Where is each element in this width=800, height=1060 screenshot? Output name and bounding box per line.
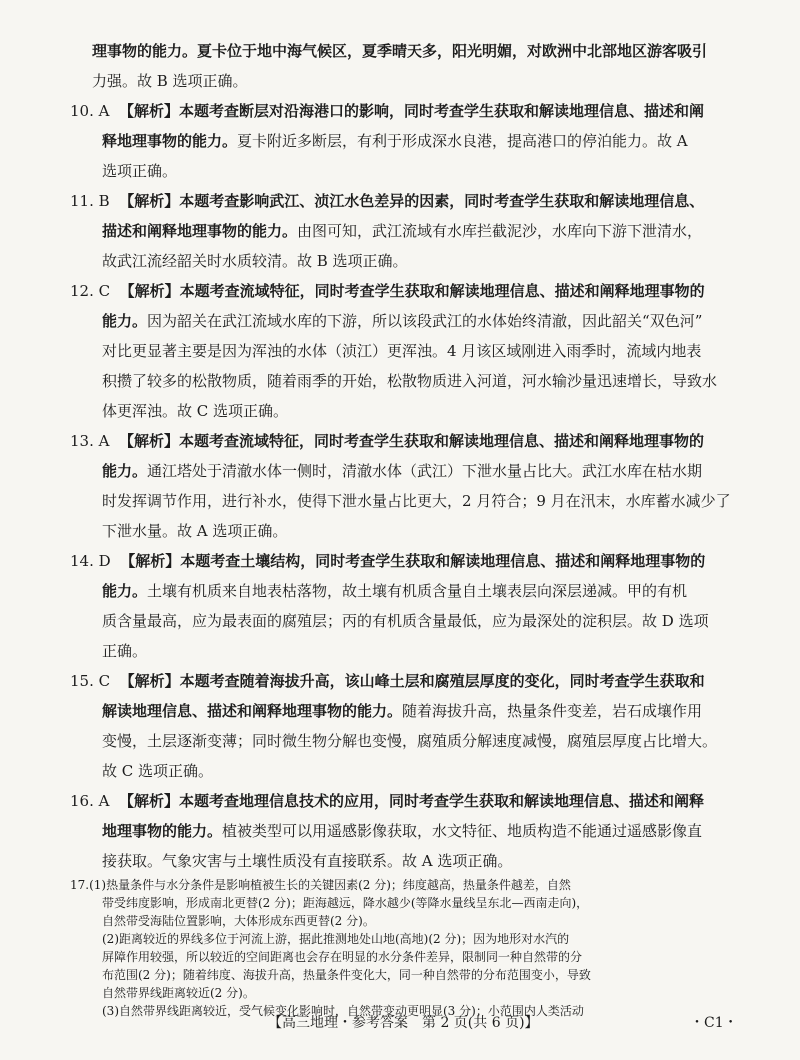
answer-item-13 [70, 426, 742, 546]
item-lead-cont: 地理事物的能力。 [102, 822, 223, 840]
item-lead: 本题考查地理信息技术的应用，同时考查学生获取和解读地理信息、描述和阐释 [179, 792, 705, 810]
item-lead: 本题考查断层对沿海港口的影响，同时考查学生获取和解读地理信息、描述和阐 [179, 102, 705, 120]
item-text: 屏障作用较强，所以较近的空间距离也会存在明显的水分条件差异，限制同一种自然带的分 [102, 950, 583, 964]
item-number: 15. C [70, 672, 111, 690]
item-text: (3)自然带界线距离较近，受气候变化影响时，自然带变动更明显(3 分)；小范围内人类活动 [102, 1004, 584, 1018]
answer-item-12 [70, 276, 742, 426]
footer-page-info: 【高三地理・参考答案 第 2 页(共 6 页)】 [268, 1015, 539, 1031]
intro-paragraph [70, 36, 742, 96]
item-lead: 本题考查影响武江、浈江水色差异的因素，同时考查学生获取和解读地理信息、 [179, 192, 705, 210]
analysis-tag: 【解析】 [119, 102, 180, 120]
item-text: 下泄水量。故 A 选项正确。 [102, 522, 288, 540]
item-text: 因为韶关在武江流域水库的下游，所以该段武江的水体始终清澈，因此韶关“双色河” [147, 312, 703, 330]
item-text: 质含量最高，应为最表面的腐殖层；丙的有机质含量最低，应为最深处的淀积层。故 D 选项 [102, 612, 709, 630]
item-number: 10. A [70, 102, 110, 120]
item-text: 体更浑浊。故 C 选项正确。 [102, 402, 289, 420]
item-text: 自然带受海陆位置影响，大体形成东西更替(2 分)。 [102, 914, 375, 928]
item-text: 接获取。气象灾害与土壤性质没有直接联系。故 A 选项正确。 [102, 852, 513, 870]
item-number: 17. [70, 878, 90, 892]
item-number: 16. A [70, 792, 110, 810]
item-lead-cont: 释地理事物的能力。 [102, 132, 238, 150]
item-number: 12. C [70, 282, 111, 300]
answer-item-15 [70, 666, 742, 786]
item-text: 带受纬度影响，形成南北更替(2 分)；距海越远，降水越少(等降水量线呈东北—西南走向)， [102, 896, 589, 910]
item-lead: 本题考查流域特征，同时考查学生获取和解读地理信息、描述和阐释地理事物的 [179, 432, 705, 450]
item-text: (1)热量条件与水分条件是影响植被生长的关键因素(2 分)；纬度越高，热量条件越差，自然 [89, 878, 571, 892]
analysis-tag: 【解析】 [119, 672, 180, 690]
item-lead-cont: 解读地理信息、描述和阐释地理事物的能力。 [102, 702, 403, 720]
answer-item-17 [70, 876, 742, 1020]
item-lead: 本题考查随着海拔升高，该山峰土层和腐殖层厚度的变化，同时考查学生获取和 [179, 672, 705, 690]
text-line: 力强。故 B 选项正确。 [92, 72, 248, 90]
item-lead-cont: 能力。 [102, 582, 148, 600]
item-text: (2)距离较近的界线多位于河流上游，据此推测地处山地(高地)(2 分)；因为地形对水汽的 [102, 932, 570, 946]
item-text: 时发挥调节作用，进行补水，使得下泄水量占比更大，2 月符合；9 月在汛末，水库蓄水减少了 [102, 492, 731, 510]
item-text: 故 C 选项正确。 [102, 762, 214, 780]
item-text: 植被类型可以用遥感影像获取，水文特征、地质构造不能通过遥感影像直 [222, 822, 703, 840]
item-lead-cont: 能力。 [102, 312, 148, 330]
item-text: 夏卡附近多断层，有利于形成深水良港，提高港口的停泊能力。故 A [237, 132, 688, 150]
page-footer [0, 1008, 800, 1038]
item-text: 故武江流经韶关时水质较清。故 B 选项正确。 [102, 252, 408, 270]
item-text: 自然带界线距离较近(2 分)。 [102, 986, 255, 1000]
answer-item-14 [70, 546, 742, 666]
item-text: 土壤有机质来自地表枯落物，故土壤有机质含量自土壤表层向深层递减。甲的有机 [147, 582, 688, 600]
item-text: 随着海拔升高，热量条件变差，岩石成壤作用 [402, 702, 703, 720]
item-lead-cont: 描述和阐释地理事物的能力。 [102, 222, 298, 240]
item-lead: 本题考查土壤结构，同时考查学生获取和解读地理信息、描述和阐释地理事物的 [180, 552, 706, 570]
analysis-tag: 【解析】 [119, 432, 180, 450]
item-number: 13. A [70, 432, 110, 450]
item-text: 变慢，土层逐渐变薄；同时微生物分解也变慢，腐殖质分解速度减慢，腐殖层厚度占比增大。 [102, 732, 718, 750]
item-text: 选项正确。 [102, 162, 178, 180]
answer-item-11 [70, 186, 742, 276]
item-text: 正确。 [102, 642, 148, 660]
item-number: 14. D [70, 552, 111, 570]
item-lead: 本题考查流域特征，同时考查学生获取和解读地理信息、描述和阐释地理事物的 [179, 282, 705, 300]
item-number: 11. B [70, 192, 110, 210]
analysis-tag: 【解析】 [119, 282, 180, 300]
footer-code: ・C1・ [690, 1015, 738, 1031]
analysis-tag: 【解析】 [119, 192, 180, 210]
analysis-tag: 【解析】 [120, 552, 181, 570]
analysis-tag: 【解析】 [119, 792, 180, 810]
item-text: 由图可知，武江流域有水库拦截泥沙，水库向下游下泄清水， [297, 222, 703, 240]
item-text: 通江塔处于清澈水体一侧时，清澈水体（武江）下泄水量占比大。武江水库在枯水期 [147, 462, 703, 480]
text-line: 理事物的能力。夏卡位于地中海气候区，夏季晴天多，阳光明媚，对欧洲中北部地区游客吸引 [92, 42, 708, 60]
item-lead-cont: 能力。 [102, 462, 148, 480]
answer-item-10 [70, 96, 742, 186]
item-text: 布范围(2 分)；随着纬度、海拔升高，热量条件变化大，同一种自然带的分布范围变小，导致 [102, 968, 591, 982]
item-text: 积攒了较多的松散物质，随着雨季的开始，松散物质进入河道，河水输沙量迅速增长，导致水 [102, 372, 718, 390]
answer-item-16 [70, 786, 742, 876]
item-text: 对比更显著主要是因为浑浊的水体（浈江）更浑浊。4 月该区域刚进入雨季时，流域内地表 [102, 342, 702, 360]
